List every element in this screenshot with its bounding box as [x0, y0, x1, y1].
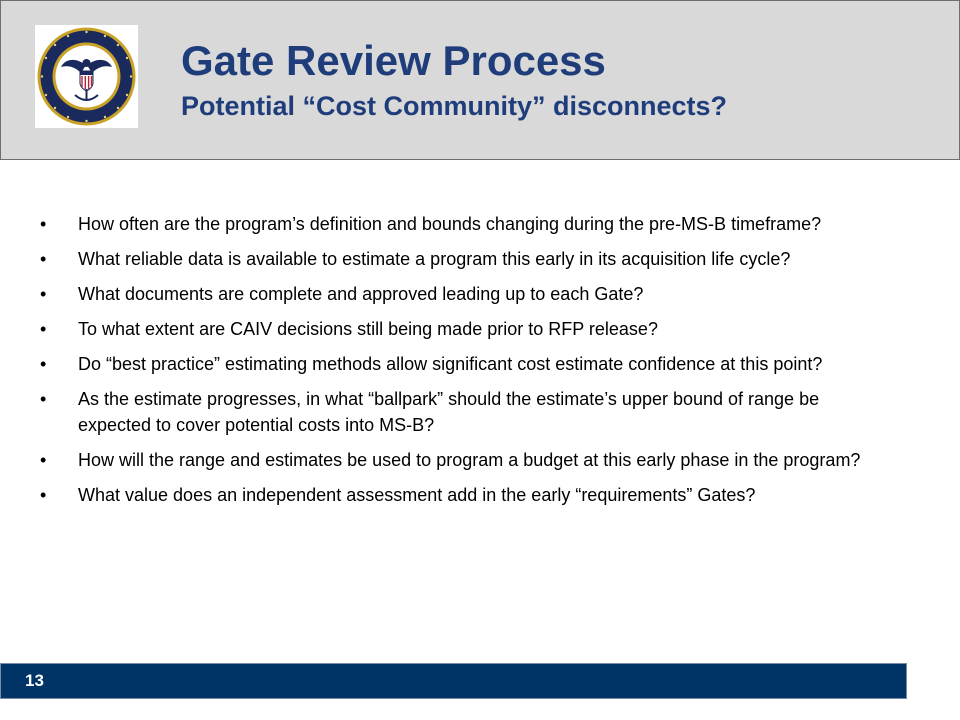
bullet-list	[40, 211, 890, 517]
bullet-item	[40, 246, 890, 272]
navy-seal-logo	[35, 25, 138, 128]
bullet-item	[40, 281, 890, 307]
bullet-icon: •	[40, 284, 47, 304]
bullet-icon: •	[40, 389, 47, 409]
bullet-text: To what extent are CAIV decisions still being made prior to RFP release?	[78, 319, 658, 339]
bullet-icon: •	[40, 319, 47, 339]
bullet-text: How will the range and estimates be used to program a budget at this early phase in the program?	[78, 450, 861, 470]
bullet-icon: •	[40, 214, 47, 234]
bullet-text: What documents are complete and approved leading up to each Gate?	[78, 284, 644, 304]
bullet-icon: •	[40, 249, 47, 269]
slide-subtitle: Potential “Cost Community” disconnects?	[181, 91, 728, 121]
bullet-text: How often are the program’s definition and bounds changing during the pre-MS-B timeframe?	[78, 214, 822, 234]
bullet-item	[40, 351, 890, 377]
footer-bar	[0, 663, 907, 699]
bullet-item	[40, 447, 890, 473]
bullet-icon: •	[40, 485, 47, 505]
slide-title: Gate Review Process	[181, 37, 606, 84]
bullet-text: What value does an independent assessment add in the early “requirements” Gates?	[78, 485, 756, 505]
seal-emblem-icon	[35, 25, 138, 128]
bullet-icon: •	[40, 450, 47, 470]
bullet-icon: •	[40, 354, 47, 374]
bullet-text: Do “best practice” estimating methods allow significant cost estimate confidence at this point?	[78, 354, 823, 374]
bullet-item	[40, 482, 890, 508]
title-banner	[0, 0, 960, 160]
bullet-item	[40, 386, 890, 438]
bullet-item	[40, 211, 890, 237]
bullet-item	[40, 316, 890, 342]
bullet-text: As the estimate progresses, in what “ballpark” should the estimate’s upper bound of range be expected to cover potential costs into MS-B?	[78, 389, 820, 435]
page-number: 13	[25, 671, 44, 690]
bullet-text: What reliable data is available to estimate a program this early in its acquisition life cycle?	[78, 249, 791, 269]
